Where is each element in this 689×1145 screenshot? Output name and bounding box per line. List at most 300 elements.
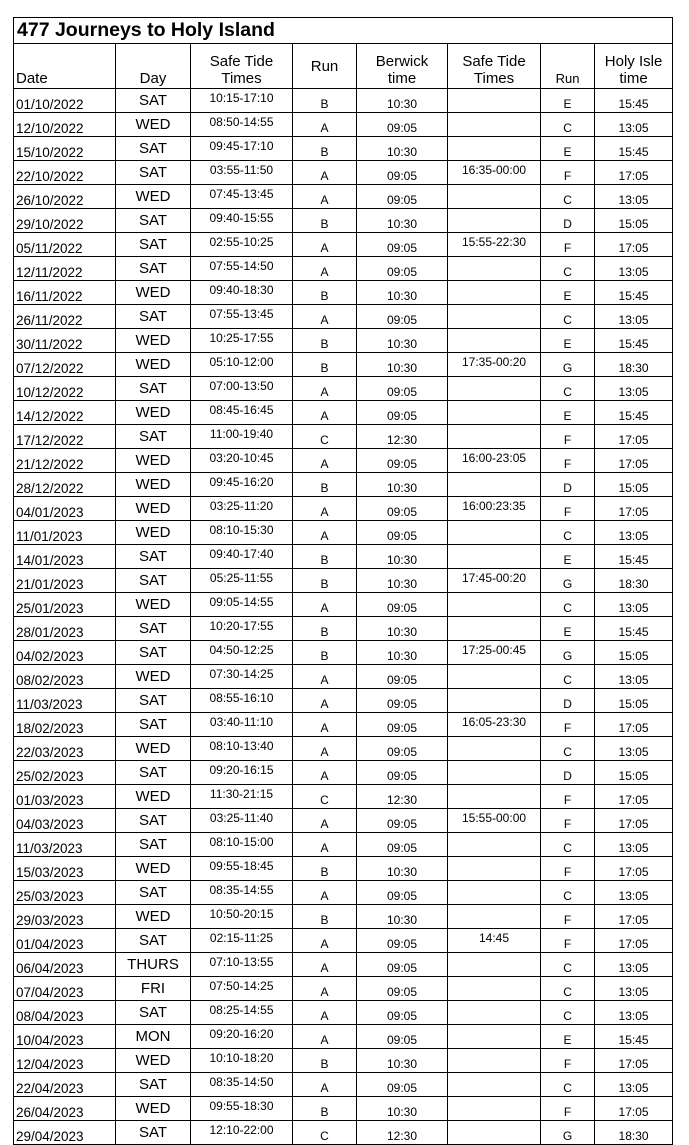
run-cell: C bbox=[293, 425, 357, 449]
berwick-time-cell: 10:30 bbox=[357, 857, 448, 881]
holy-isle-time-cell: 13:05 bbox=[595, 521, 673, 545]
table-row bbox=[14, 281, 673, 305]
date-cell: 30/11/2022 bbox=[14, 329, 116, 353]
safe-tide-2-cell bbox=[448, 1073, 541, 1097]
table-row bbox=[14, 929, 673, 953]
run-cell: C bbox=[293, 1121, 357, 1145]
safe-tide-cell: 11:00-19:40 bbox=[191, 425, 293, 449]
date-cell: 29/03/2023 bbox=[14, 905, 116, 929]
day-cell: SAT bbox=[116, 257, 191, 281]
day-cell: SAT bbox=[116, 1073, 191, 1097]
run-2-cell: C bbox=[541, 593, 595, 617]
date-cell: 08/02/2023 bbox=[14, 665, 116, 689]
safe-tide-cell: 08:35-14:55 bbox=[191, 881, 293, 905]
header-berwick: Berwick time bbox=[357, 44, 448, 89]
table-row bbox=[14, 665, 673, 689]
run-2-cell: C bbox=[541, 881, 595, 905]
safe-tide-cell: 09:05-14:55 bbox=[191, 593, 293, 617]
holy-isle-time-cell: 15:05 bbox=[595, 473, 673, 497]
day-cell: WED bbox=[116, 449, 191, 473]
day-cell: WED bbox=[116, 401, 191, 425]
run-cell: A bbox=[293, 977, 357, 1001]
safe-tide-2-cell: 16:05-23:30 bbox=[448, 713, 541, 737]
date-cell: 10/04/2023 bbox=[14, 1025, 116, 1049]
run-2-cell: F bbox=[541, 785, 595, 809]
berwick-time-cell: 09:05 bbox=[357, 713, 448, 737]
run-2-cell: G bbox=[541, 1121, 595, 1145]
holy-isle-time-cell: 15:05 bbox=[595, 689, 673, 713]
run-2-cell: F bbox=[541, 1049, 595, 1073]
safe-tide-2-cell bbox=[448, 257, 541, 281]
run-2-cell: E bbox=[541, 617, 595, 641]
run-2-cell: D bbox=[541, 473, 595, 497]
table-row bbox=[14, 713, 673, 737]
holy-isle-time-cell: 17:05 bbox=[595, 809, 673, 833]
safe-tide-cell: 10:25-17:55 bbox=[191, 329, 293, 353]
run-2-cell: F bbox=[541, 161, 595, 185]
run-2-cell: E bbox=[541, 401, 595, 425]
berwick-time-cell: 10:30 bbox=[357, 641, 448, 665]
safe-tide-2-cell: 15:55-00:00 bbox=[448, 809, 541, 833]
day-cell: WED bbox=[116, 857, 191, 881]
table-row bbox=[14, 89, 673, 113]
day-cell: SAT bbox=[116, 929, 191, 953]
run-cell: B bbox=[293, 905, 357, 929]
date-cell: 29/04/2023 bbox=[14, 1121, 116, 1145]
berwick-time-cell: 10:30 bbox=[357, 281, 448, 305]
table-row bbox=[14, 977, 673, 1001]
date-cell: 16/11/2022 bbox=[14, 281, 116, 305]
run-cell: A bbox=[293, 1073, 357, 1097]
berwick-time-cell: 12:30 bbox=[357, 785, 448, 809]
run-cell: A bbox=[293, 593, 357, 617]
safe-tide-2-cell bbox=[448, 281, 541, 305]
holy-isle-time-cell: 15:05 bbox=[595, 761, 673, 785]
table-row bbox=[14, 209, 673, 233]
date-cell: 28/01/2023 bbox=[14, 617, 116, 641]
table-row bbox=[14, 425, 673, 449]
run-2-cell: E bbox=[541, 1025, 595, 1049]
run-cell: A bbox=[293, 113, 357, 137]
berwick-time-cell: 09:05 bbox=[357, 305, 448, 329]
safe-tide-2-cell bbox=[448, 305, 541, 329]
safe-tide-2-cell bbox=[448, 377, 541, 401]
table-row bbox=[14, 185, 673, 209]
berwick-time-cell: 09:05 bbox=[357, 497, 448, 521]
table-row bbox=[14, 761, 673, 785]
day-cell: WED bbox=[116, 329, 191, 353]
holy-isle-time-cell: 17:05 bbox=[595, 785, 673, 809]
run-cell: A bbox=[293, 833, 357, 857]
safe-tide-cell: 07:50-14:25 bbox=[191, 977, 293, 1001]
date-cell: 07/04/2023 bbox=[14, 977, 116, 1001]
safe-tide-cell: 02:55-10:25 bbox=[191, 233, 293, 257]
safe-tide-2-cell bbox=[448, 953, 541, 977]
day-cell: WED bbox=[116, 593, 191, 617]
run-2-cell: C bbox=[541, 377, 595, 401]
header-holy-isle: Holy Isle time bbox=[595, 44, 673, 89]
safe-tide-2-cell bbox=[448, 593, 541, 617]
date-cell: 11/03/2023 bbox=[14, 689, 116, 713]
berwick-time-cell: 10:30 bbox=[357, 329, 448, 353]
day-cell: SAT bbox=[116, 689, 191, 713]
day-cell: WED bbox=[116, 1097, 191, 1121]
run-2-cell: C bbox=[541, 1073, 595, 1097]
run-2-cell: F bbox=[541, 233, 595, 257]
date-cell: 29/10/2022 bbox=[14, 209, 116, 233]
date-cell: 28/12/2022 bbox=[14, 473, 116, 497]
title-spacer bbox=[541, 18, 673, 44]
day-cell: SAT bbox=[116, 641, 191, 665]
holy-isle-time-cell: 15:45 bbox=[595, 401, 673, 425]
table-row bbox=[14, 473, 673, 497]
berwick-time-cell: 10:30 bbox=[357, 1097, 448, 1121]
run-2-cell: F bbox=[541, 713, 595, 737]
safe-tide-cell: 09:40-18:30 bbox=[191, 281, 293, 305]
table-row bbox=[14, 1121, 673, 1145]
run-cell: B bbox=[293, 617, 357, 641]
date-cell: 25/03/2023 bbox=[14, 881, 116, 905]
holy-isle-time-cell: 17:05 bbox=[595, 425, 673, 449]
berwick-time-cell: 09:05 bbox=[357, 161, 448, 185]
table-row bbox=[14, 737, 673, 761]
run-2-cell: C bbox=[541, 305, 595, 329]
holy-isle-time-cell: 13:05 bbox=[595, 593, 673, 617]
run-cell: B bbox=[293, 209, 357, 233]
day-cell: SAT bbox=[116, 377, 191, 401]
table-row bbox=[14, 113, 673, 137]
run-cell: A bbox=[293, 809, 357, 833]
safe-tide-cell: 09:20-16:20 bbox=[191, 1025, 293, 1049]
run-2-cell: F bbox=[541, 1097, 595, 1121]
holy-isle-time-cell: 15:05 bbox=[595, 641, 673, 665]
day-cell: SAT bbox=[116, 761, 191, 785]
run-cell: B bbox=[293, 1097, 357, 1121]
safe-tide-2-cell bbox=[448, 89, 541, 113]
safe-tide-cell: 11:30-21:15 bbox=[191, 785, 293, 809]
table-row bbox=[14, 1001, 673, 1025]
day-cell: SAT bbox=[116, 809, 191, 833]
berwick-time-cell: 09:05 bbox=[357, 185, 448, 209]
run-cell: B bbox=[293, 545, 357, 569]
holy-isle-time-cell: 17:05 bbox=[595, 857, 673, 881]
date-cell: 01/03/2023 bbox=[14, 785, 116, 809]
safe-tide-2-cell: 17:35-00:20 bbox=[448, 353, 541, 377]
berwick-time-cell: 12:30 bbox=[357, 1121, 448, 1145]
safe-tide-cell: 04:50-12:25 bbox=[191, 641, 293, 665]
table-row bbox=[14, 257, 673, 281]
run-2-cell: C bbox=[541, 113, 595, 137]
safe-tide-cell: 10:20-17:55 bbox=[191, 617, 293, 641]
day-cell: SAT bbox=[116, 425, 191, 449]
run-2-cell: D bbox=[541, 209, 595, 233]
date-cell: 12/10/2022 bbox=[14, 113, 116, 137]
run-cell: A bbox=[293, 713, 357, 737]
berwick-time-cell: 09:05 bbox=[357, 665, 448, 689]
table-row bbox=[14, 905, 673, 929]
date-cell: 18/02/2023 bbox=[14, 713, 116, 737]
day-cell: SAT bbox=[116, 569, 191, 593]
safe-tide-cell: 07:55-13:45 bbox=[191, 305, 293, 329]
run-cell: C bbox=[293, 785, 357, 809]
date-cell: 11/01/2023 bbox=[14, 521, 116, 545]
run-2-cell: C bbox=[541, 977, 595, 1001]
berwick-time-cell: 10:30 bbox=[357, 89, 448, 113]
safe-tide-cell: 08:25-14:55 bbox=[191, 1001, 293, 1025]
run-cell: A bbox=[293, 377, 357, 401]
berwick-time-cell: 09:05 bbox=[357, 761, 448, 785]
holy-isle-time-cell: 17:05 bbox=[595, 161, 673, 185]
day-cell: SAT bbox=[116, 617, 191, 641]
berwick-time-cell: 10:30 bbox=[357, 545, 448, 569]
day-cell: WED bbox=[116, 113, 191, 137]
safe-tide-2-cell bbox=[448, 473, 541, 497]
safe-tide-2-cell bbox=[448, 785, 541, 809]
header-row bbox=[14, 44, 673, 89]
run-cell: B bbox=[293, 137, 357, 161]
day-cell: SAT bbox=[116, 89, 191, 113]
run-2-cell: E bbox=[541, 137, 595, 161]
safe-tide-cell: 07:55-14:50 bbox=[191, 257, 293, 281]
safe-tide-2-cell: 16:00-23:05 bbox=[448, 449, 541, 473]
safe-tide-2-cell: 15:55-22:30 bbox=[448, 233, 541, 257]
safe-tide-2-cell bbox=[448, 857, 541, 881]
berwick-time-cell: 09:05 bbox=[357, 449, 448, 473]
day-cell: WED bbox=[116, 1049, 191, 1073]
run-2-cell: F bbox=[541, 905, 595, 929]
day-cell: WED bbox=[116, 785, 191, 809]
table-row bbox=[14, 1073, 673, 1097]
date-cell: 10/12/2022 bbox=[14, 377, 116, 401]
holy-isle-time-cell: 13:05 bbox=[595, 257, 673, 281]
run-cell: A bbox=[293, 521, 357, 545]
holy-isle-time-cell: 13:05 bbox=[595, 737, 673, 761]
run-2-cell: C bbox=[541, 953, 595, 977]
berwick-time-cell: 12:30 bbox=[357, 425, 448, 449]
run-2-cell: C bbox=[541, 737, 595, 761]
safe-tide-2-cell bbox=[448, 1025, 541, 1049]
safe-tide-2-cell bbox=[448, 329, 541, 353]
day-cell: WED bbox=[116, 185, 191, 209]
header-day: Day bbox=[116, 44, 191, 89]
run-cell: B bbox=[293, 329, 357, 353]
run-cell: B bbox=[293, 281, 357, 305]
holy-isle-time-cell: 15:05 bbox=[595, 209, 673, 233]
run-2-cell: E bbox=[541, 281, 595, 305]
table-row bbox=[14, 497, 673, 521]
holy-isle-time-cell: 13:05 bbox=[595, 305, 673, 329]
date-cell: 12/04/2023 bbox=[14, 1049, 116, 1073]
day-cell: WED bbox=[116, 473, 191, 497]
safe-tide-cell: 07:30-14:25 bbox=[191, 665, 293, 689]
safe-tide-cell: 09:45-16:20 bbox=[191, 473, 293, 497]
date-cell: 17/12/2022 bbox=[14, 425, 116, 449]
date-cell: 22/04/2023 bbox=[14, 1073, 116, 1097]
date-cell: 22/03/2023 bbox=[14, 737, 116, 761]
run-cell: B bbox=[293, 353, 357, 377]
run-cell: A bbox=[293, 305, 357, 329]
run-2-cell: G bbox=[541, 353, 595, 377]
table-row bbox=[14, 401, 673, 425]
day-cell: SAT bbox=[116, 713, 191, 737]
table-row bbox=[14, 881, 673, 905]
table-row bbox=[14, 593, 673, 617]
berwick-time-cell: 09:05 bbox=[357, 401, 448, 425]
berwick-time-cell: 09:05 bbox=[357, 1025, 448, 1049]
safe-tide-2-cell bbox=[448, 905, 541, 929]
date-cell: 06/04/2023 bbox=[14, 953, 116, 977]
safe-tide-cell: 08:55-16:10 bbox=[191, 689, 293, 713]
table-row bbox=[14, 641, 673, 665]
run-2-cell: C bbox=[541, 1001, 595, 1025]
safe-tide-cell: 09:55-18:45 bbox=[191, 857, 293, 881]
day-cell: SAT bbox=[116, 881, 191, 905]
day-cell: FRI bbox=[116, 977, 191, 1001]
safe-tide-cell: 09:40-17:40 bbox=[191, 545, 293, 569]
run-cell: B bbox=[293, 857, 357, 881]
holy-isle-time-cell: 18:30 bbox=[595, 353, 673, 377]
date-cell: 25/01/2023 bbox=[14, 593, 116, 617]
timetable-sheet bbox=[13, 17, 672, 1145]
holy-isle-time-cell: 13:05 bbox=[595, 881, 673, 905]
day-cell: SAT bbox=[116, 161, 191, 185]
run-2-cell: F bbox=[541, 425, 595, 449]
safe-tide-cell: 09:55-18:30 bbox=[191, 1097, 293, 1121]
safe-tide-cell: 08:35-14:50 bbox=[191, 1073, 293, 1097]
berwick-time-cell: 09:05 bbox=[357, 113, 448, 137]
header-date: Date bbox=[14, 44, 116, 89]
table-row bbox=[14, 449, 673, 473]
berwick-time-cell: 09:05 bbox=[357, 929, 448, 953]
safe-tide-2-cell bbox=[448, 881, 541, 905]
holy-isle-time-cell: 17:05 bbox=[595, 905, 673, 929]
holy-isle-time-cell: 15:45 bbox=[595, 137, 673, 161]
berwick-time-cell: 09:05 bbox=[357, 881, 448, 905]
run-2-cell: F bbox=[541, 449, 595, 473]
berwick-time-cell: 10:30 bbox=[357, 617, 448, 641]
holy-isle-time-cell: 13:05 bbox=[595, 113, 673, 137]
table-row bbox=[14, 1097, 673, 1121]
safe-tide-cell: 03:25-11:20 bbox=[191, 497, 293, 521]
run-cell: A bbox=[293, 449, 357, 473]
day-cell: WED bbox=[116, 905, 191, 929]
run-2-cell: F bbox=[541, 857, 595, 881]
berwick-time-cell: 10:30 bbox=[357, 569, 448, 593]
berwick-time-cell: 09:05 bbox=[357, 833, 448, 857]
holy-isle-time-cell: 17:05 bbox=[595, 929, 673, 953]
holy-isle-time-cell: 13:05 bbox=[595, 185, 673, 209]
run-2-cell: D bbox=[541, 689, 595, 713]
safe-tide-cell: 02:15-11:25 bbox=[191, 929, 293, 953]
run-2-cell: E bbox=[541, 89, 595, 113]
date-cell: 25/02/2023 bbox=[14, 761, 116, 785]
table-row bbox=[14, 833, 673, 857]
run-cell: B bbox=[293, 641, 357, 665]
date-cell: 15/10/2022 bbox=[14, 137, 116, 161]
date-cell: 01/04/2023 bbox=[14, 929, 116, 953]
holy-isle-time-cell: 17:05 bbox=[595, 449, 673, 473]
holy-isle-time-cell: 15:45 bbox=[595, 281, 673, 305]
date-cell: 07/12/2022 bbox=[14, 353, 116, 377]
berwick-time-cell: 09:05 bbox=[357, 233, 448, 257]
holy-isle-time-cell: 13:05 bbox=[595, 1073, 673, 1097]
safe-tide-2-cell bbox=[448, 737, 541, 761]
table-row bbox=[14, 857, 673, 881]
safe-tide-cell: 12:10-22:00 bbox=[191, 1121, 293, 1145]
safe-tide-2-cell bbox=[448, 185, 541, 209]
run-cell: A bbox=[293, 953, 357, 977]
run-2-cell: G bbox=[541, 569, 595, 593]
berwick-time-cell: 09:05 bbox=[357, 977, 448, 1001]
table-row bbox=[14, 377, 673, 401]
berwick-time-cell: 10:30 bbox=[357, 473, 448, 497]
safe-tide-cell: 08:10-15:00 bbox=[191, 833, 293, 857]
run-cell: A bbox=[293, 497, 357, 521]
holy-isle-time-cell: 13:05 bbox=[595, 665, 673, 689]
table-row bbox=[14, 1049, 673, 1073]
date-cell: 04/03/2023 bbox=[14, 809, 116, 833]
safe-tide-cell: 09:40-15:55 bbox=[191, 209, 293, 233]
safe-tide-2-cell bbox=[448, 977, 541, 1001]
table-row bbox=[14, 1025, 673, 1049]
safe-tide-cell: 07:00-13:50 bbox=[191, 377, 293, 401]
safe-tide-cell: 10:15-17:10 bbox=[191, 89, 293, 113]
berwick-time-cell: 09:05 bbox=[357, 593, 448, 617]
holy-isle-time-cell: 15:45 bbox=[595, 1025, 673, 1049]
holy-isle-time-cell: 15:45 bbox=[595, 89, 673, 113]
run-cell: A bbox=[293, 665, 357, 689]
run-cell: B bbox=[293, 89, 357, 113]
safe-tide-2-cell bbox=[448, 521, 541, 545]
safe-tide-2-cell bbox=[448, 665, 541, 689]
run-cell: A bbox=[293, 1001, 357, 1025]
holy-isle-time-cell: 17:05 bbox=[595, 497, 673, 521]
run-cell: A bbox=[293, 881, 357, 905]
header-run-2: Run bbox=[541, 44, 595, 89]
safe-tide-2-cell bbox=[448, 1121, 541, 1145]
run-2-cell: D bbox=[541, 761, 595, 785]
day-cell: SAT bbox=[116, 137, 191, 161]
table-row bbox=[14, 305, 673, 329]
run-2-cell: F bbox=[541, 497, 595, 521]
berwick-time-cell: 10:30 bbox=[357, 1049, 448, 1073]
berwick-time-cell: 10:30 bbox=[357, 353, 448, 377]
berwick-time-cell: 10:30 bbox=[357, 209, 448, 233]
date-cell: 04/02/2023 bbox=[14, 641, 116, 665]
run-2-cell: F bbox=[541, 929, 595, 953]
safe-tide-2-cell bbox=[448, 137, 541, 161]
berwick-time-cell: 09:05 bbox=[357, 1073, 448, 1097]
day-cell: WED bbox=[116, 497, 191, 521]
run-2-cell: C bbox=[541, 257, 595, 281]
title-row bbox=[14, 18, 673, 44]
journeys-table bbox=[13, 17, 673, 1145]
holy-isle-time-cell: 17:05 bbox=[595, 233, 673, 257]
day-cell: WED bbox=[116, 281, 191, 305]
run-2-cell: C bbox=[541, 833, 595, 857]
date-cell: 01/10/2022 bbox=[14, 89, 116, 113]
safe-tide-cell: 03:55-11:50 bbox=[191, 161, 293, 185]
safe-tide-2-cell bbox=[448, 1049, 541, 1073]
day-cell: SAT bbox=[116, 305, 191, 329]
date-cell: 11/03/2023 bbox=[14, 833, 116, 857]
day-cell: WED bbox=[116, 737, 191, 761]
berwick-time-cell: 09:05 bbox=[357, 257, 448, 281]
safe-tide-2-cell bbox=[448, 425, 541, 449]
table-row bbox=[14, 617, 673, 641]
run-cell: B bbox=[293, 569, 357, 593]
day-cell: WED bbox=[116, 521, 191, 545]
